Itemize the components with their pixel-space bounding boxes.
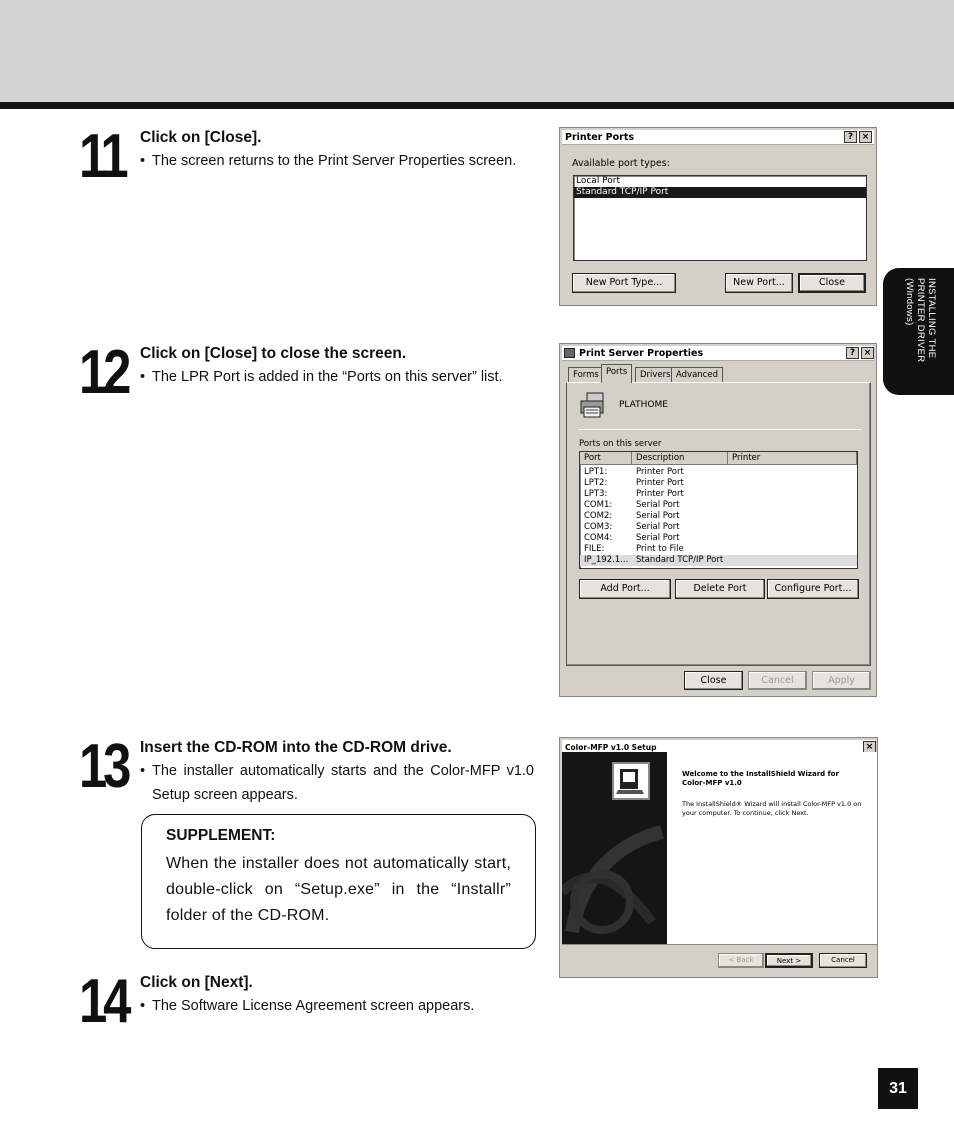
- tab-panel: [566, 382, 871, 666]
- port-cell: COM3:: [584, 522, 613, 532]
- server-icon: [577, 391, 609, 421]
- delete-port-button[interactable]: Delete Port: [675, 579, 765, 599]
- wizard-banner: [562, 752, 667, 944]
- table-row[interactable]: [580, 500, 857, 511]
- table-row[interactable]: [580, 467, 857, 478]
- welcome-heading: Welcome to the InstallShield Wizard for Color-MFP v1.0: [682, 770, 839, 787]
- apply-button[interactable]: Apply: [812, 671, 871, 690]
- step-text-14: • The Software License Agreement screen appears.: [140, 995, 534, 1019]
- supplement-title: SUPPLEMENT:: [166, 827, 276, 844]
- step-number-13: 13: [79, 732, 128, 801]
- step-title-13: Insert the CD-ROM into the CD-ROM drive.: [140, 739, 452, 756]
- setup-dialog: [559, 737, 878, 978]
- server-name: PLATHOME: [619, 400, 668, 410]
- print-server-properties-dialog: [559, 343, 877, 697]
- dialog-title: Printer Ports: [562, 130, 874, 145]
- table-row[interactable]: [580, 533, 857, 544]
- ports-list[interactable]: [579, 451, 858, 569]
- list-item[interactable]: Standard TCP/IP Port: [574, 187, 866, 198]
- back-button[interactable]: < Back: [718, 953, 764, 968]
- description-cell: Printer Port: [636, 489, 684, 499]
- supplement-body: When the installer does not automatically start, double-click on “Setup.exe” in the “Installr” folder of the CD-ROM.: [166, 855, 511, 924]
- cancel-button[interactable]: Cancel: [819, 953, 867, 968]
- port-cell: COM4:: [584, 533, 613, 543]
- dialog-title: Print Server Properties: [562, 346, 874, 361]
- help-icon[interactable]: ?: [846, 347, 859, 359]
- tab-drivers[interactable]: Drivers: [635, 367, 676, 382]
- column-header-port[interactable]: Port: [580, 452, 632, 465]
- port-cell: LPT1:: [584, 467, 608, 477]
- table-row[interactable]: [580, 555, 857, 566]
- close-button[interactable]: Close: [798, 273, 866, 293]
- wizard-content: [667, 752, 877, 944]
- port-types-list[interactable]: [573, 175, 867, 261]
- close-icon[interactable]: ×: [861, 347, 874, 359]
- step-text-13: • The installer automatically starts and the Color-MFP v1.0 Setup screen appears.: [140, 760, 534, 807]
- help-icon[interactable]: ?: [844, 131, 857, 143]
- step-number-12: 12: [79, 338, 128, 407]
- configure-port-button[interactable]: Configure Port...: [767, 579, 859, 599]
- column-header-printer[interactable]: Printer: [728, 452, 857, 465]
- description-cell: Standard TCP/IP Port: [636, 555, 724, 565]
- tab-ports[interactable]: Ports: [601, 364, 632, 383]
- header-band: [0, 0, 954, 102]
- bullet: •: [140, 153, 146, 169]
- new-port-type-button[interactable]: New Port Type...: [572, 273, 676, 293]
- chapter-tab-label: INSTALLING THE PRINTER DRIVER (Windows): [904, 278, 937, 363]
- step-title-11: Click on [Close].: [140, 129, 262, 146]
- table-row[interactable]: [580, 478, 857, 489]
- bullet: •: [140, 998, 146, 1014]
- port-cell: LPT2:: [584, 478, 608, 488]
- ports-label: Ports on this server: [579, 439, 662, 449]
- bullet: •: [140, 763, 146, 779]
- divider: [562, 944, 877, 945]
- table-row[interactable]: [580, 522, 857, 533]
- step-title-12: Click on [Close] to close the screen.: [140, 345, 407, 362]
- close-button[interactable]: Close: [684, 671, 743, 690]
- page-number: 31: [878, 1068, 918, 1109]
- installer-icon: [612, 762, 650, 800]
- column-header-description[interactable]: Description: [632, 452, 728, 465]
- list-item[interactable]: Local Port: [576, 176, 621, 186]
- next-button[interactable]: Next >: [765, 953, 813, 968]
- description-cell: Serial Port: [636, 511, 680, 521]
- port-cell: LPT3:: [584, 489, 608, 499]
- table-row[interactable]: [580, 489, 857, 500]
- close-icon[interactable]: ×: [859, 131, 872, 143]
- table-row[interactable]: [580, 511, 857, 522]
- description-cell: Serial Port: [636, 522, 680, 532]
- printer-ports-dialog: [559, 127, 877, 306]
- step-text-11: • The screen returns to the Print Server Properties screen.: [140, 150, 534, 174]
- cancel-button[interactable]: Cancel: [748, 671, 807, 690]
- port-cell: IP_192.1...: [584, 555, 629, 565]
- close-icon[interactable]: ×: [863, 741, 876, 753]
- description-cell: Printer Port: [636, 467, 684, 477]
- step-number-14: 14: [79, 967, 128, 1036]
- tab-forms[interactable]: Forms: [568, 367, 604, 382]
- dialog-title: Color-MFP v1.0 Setup: [562, 740, 875, 755]
- port-cell: FILE:: [584, 544, 605, 554]
- printer-icon: [564, 348, 575, 358]
- step-text-12: • The LPR Port is added in the “Ports on this server” list.: [140, 366, 534, 390]
- header-rule: [0, 102, 954, 109]
- step-title-14: Click on [Next].: [140, 974, 253, 991]
- welcome-text: The InstallShield® Wizard will install Color-MFP v1.0 on your computer. To continue, click Next.: [682, 800, 862, 817]
- new-port-button[interactable]: New Port...: [725, 273, 793, 293]
- port-cell: COM1:: [584, 500, 613, 510]
- step-number-11: 11: [79, 122, 125, 191]
- description-cell: Print to File: [636, 544, 684, 554]
- tab-advanced[interactable]: Advanced: [671, 367, 723, 382]
- description-cell: Serial Port: [636, 500, 680, 510]
- description-cell: Serial Port: [636, 533, 680, 543]
- divider: [579, 429, 861, 430]
- add-port-button[interactable]: Add Port...: [579, 579, 671, 599]
- port-cell: COM2:: [584, 511, 613, 521]
- bullet: •: [140, 369, 146, 385]
- table-row[interactable]: [580, 544, 857, 555]
- description-cell: Printer Port: [636, 478, 684, 488]
- supplement-box: [141, 814, 536, 949]
- port-types-label: Available port types:: [572, 158, 670, 169]
